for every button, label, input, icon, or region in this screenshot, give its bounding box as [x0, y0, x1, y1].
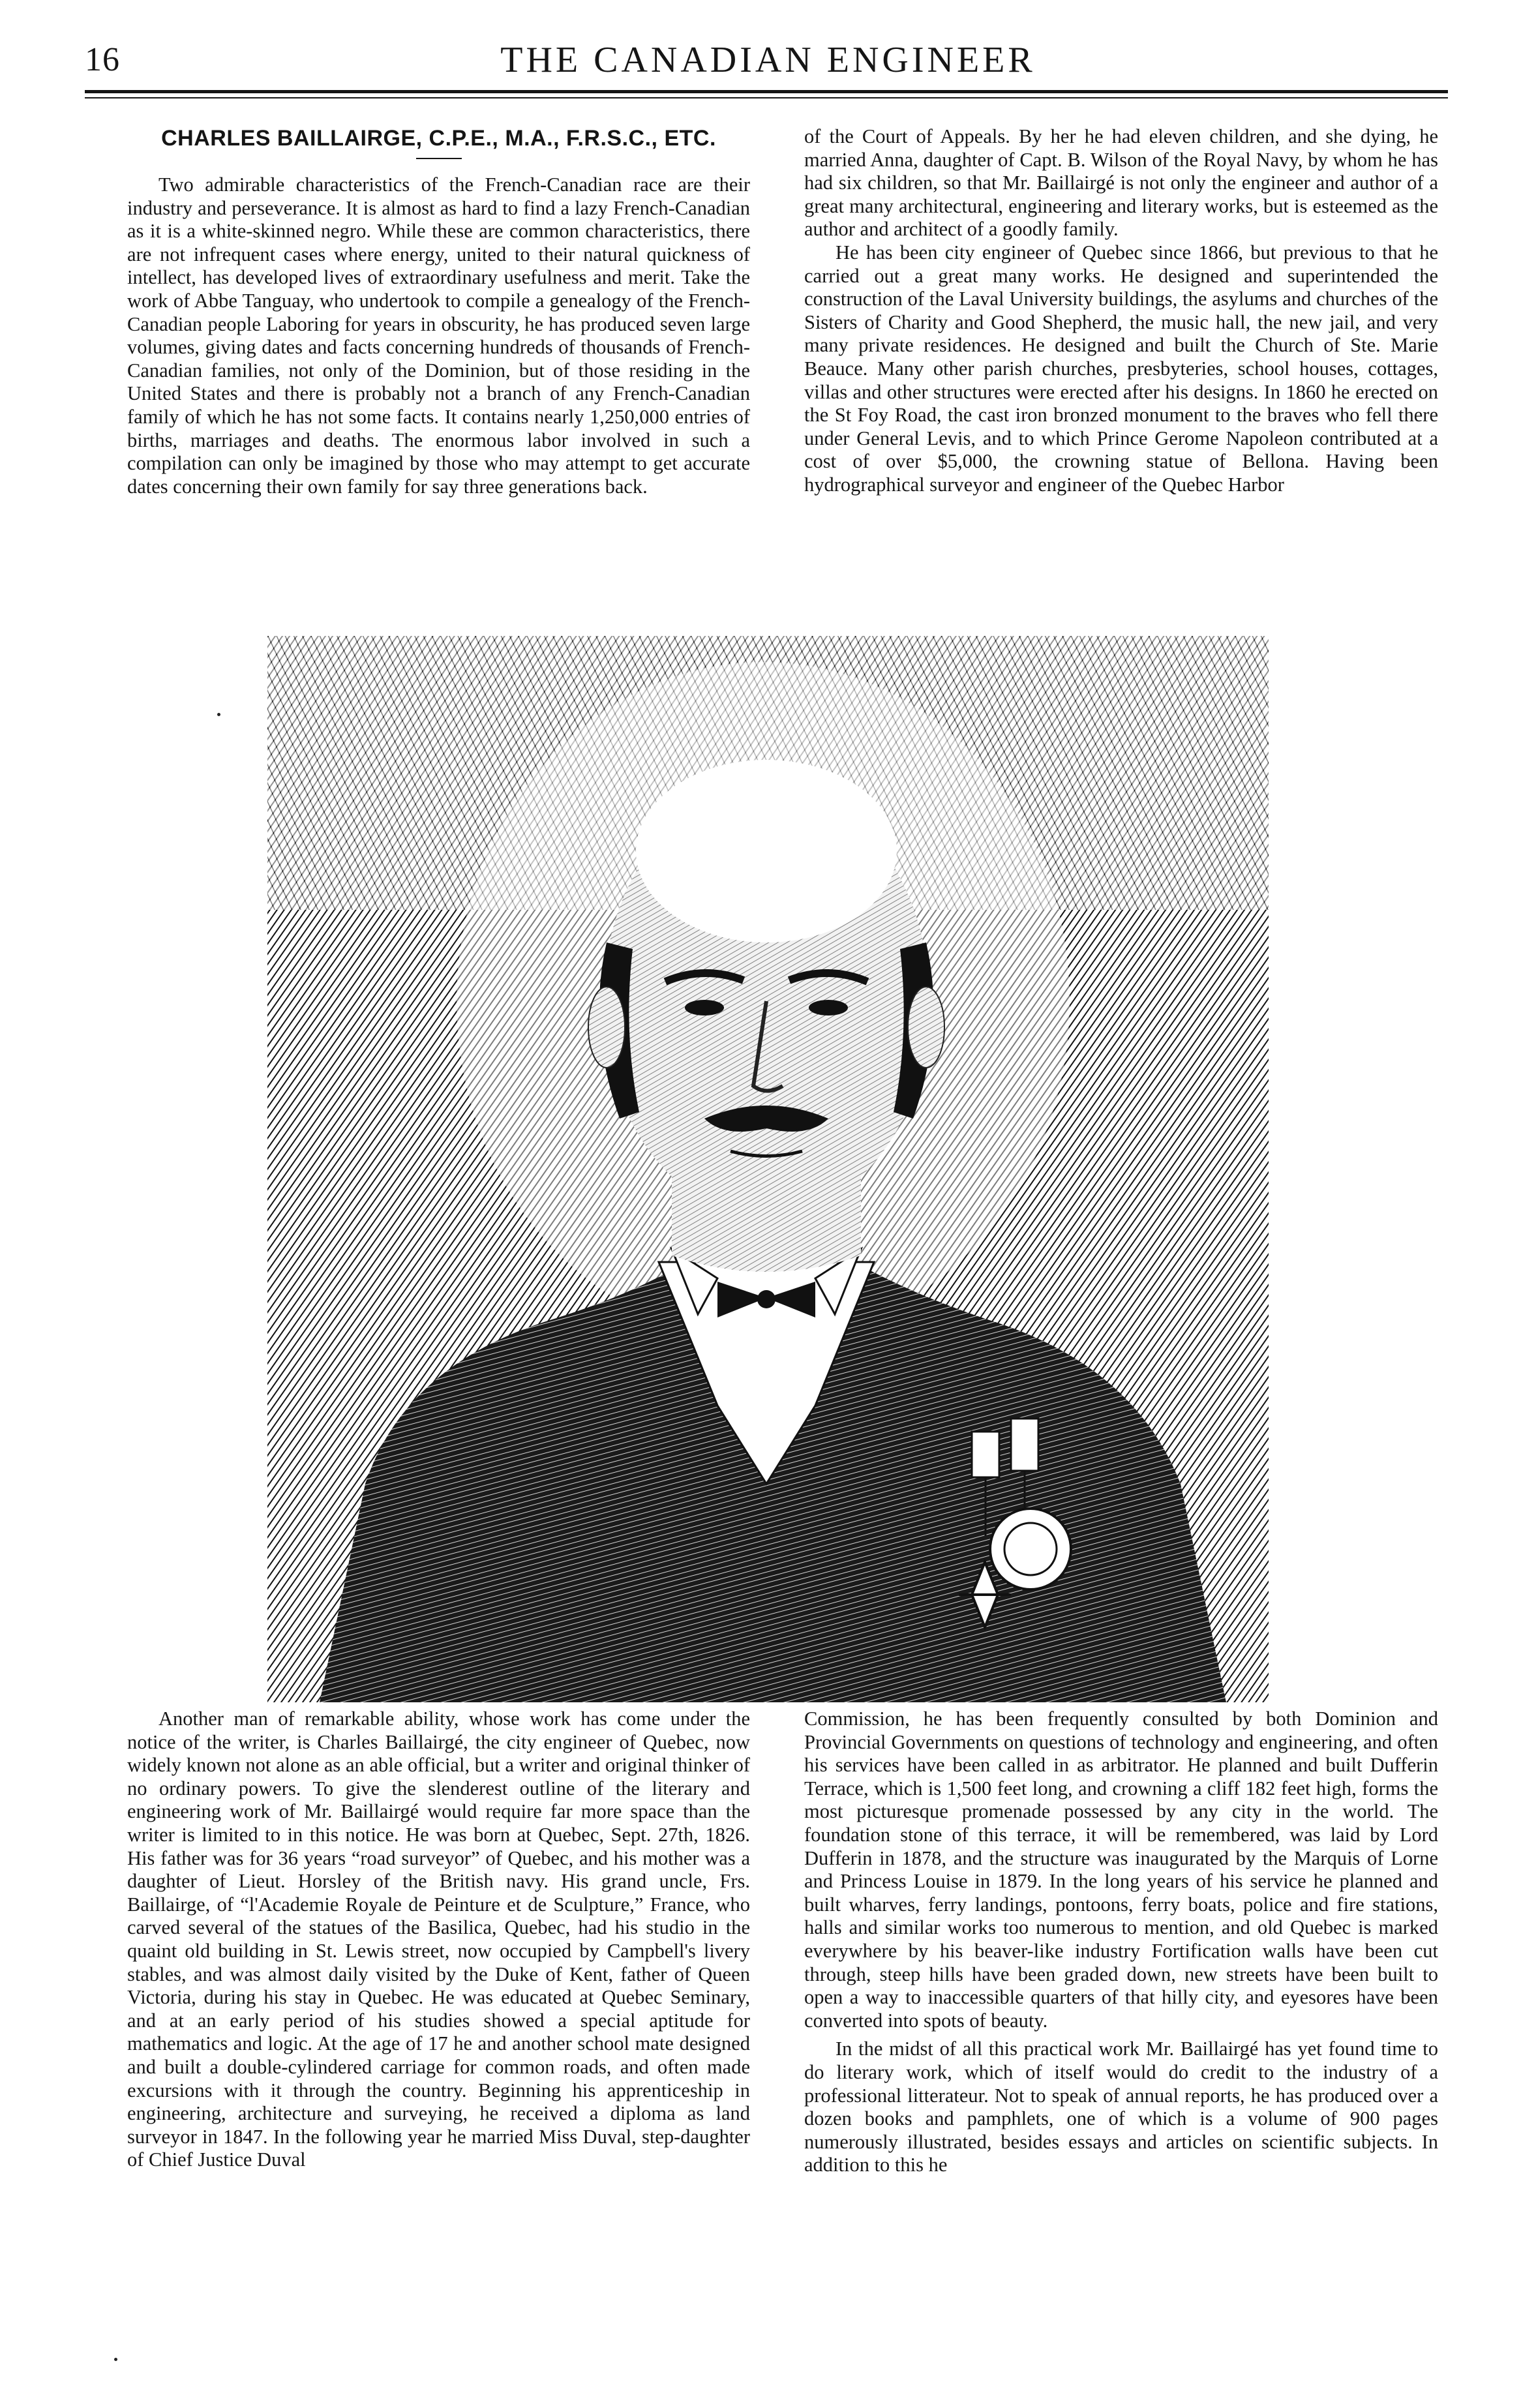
- column-upper-right: [804, 125, 1438, 497]
- paragraph: He has been city engineer of Quebec since 1866, but previous to that he carried out a great many works. He designed and superintended the construction of the Laval University buildings, the asylums and churches of the Sisters of Charity and Good Shepherd, the music hall, the new jail, and very many private residences. He designed and built the Church of Ste. Marie Beauce. Many other parish churches, presbyteries, school houses, cottages, villas and other structures were erected after his designs. In 1860 he erected on the St Foy Road, the cast iron bronzed monument to the braves who fell there under General Levis, and to which Prince Gerome Napoleon contributed at a cost of over $5,000, the crowning statue of Bellona. Having been hydrographical surveyor and engineer of the Quebec Harbor: [804, 241, 1438, 496]
- paragraph: In the midst of all this practical work Mr. Baillairgé has yet found time to do literary work, which of itself would do credit to the industry of a professional litterateur. Not to speak of annual reports, he has produced over a dozen books and pamphlets, one of which is a volume of 900 pages numerously illustrated, besides essays and articles on scientific subjects. In addition to this he: [804, 2038, 1438, 2176]
- paragraph: of the Court of Appeals. By her he had eleven children, and she dying, he married Anna, daughter of Capt. B. Wilson of the Royal Navy, by whom he has had six children, so that Mr. Baillairgé is not only the engineer and author of a great many architectural, engineering and literary works, but is esteemed as the author and architect of a goodly family.: [804, 125, 1438, 241]
- masthead-rule-thin: [85, 97, 1448, 98]
- print-speck: [114, 2358, 117, 2361]
- page-number: 16: [85, 41, 120, 78]
- column-lower-right: [804, 1708, 1438, 2177]
- print-speck: [217, 713, 220, 716]
- headline-rule: [416, 158, 462, 159]
- column-upper-left: [127, 125, 750, 498]
- paragraph: Another man of remarkable ability, whose work has come under the notice of the writer, is Charles Baillairgé, the city engineer of Quebec, now widely known not alone as an able official, but a writer and original thinker of no ordinary powers. To give the slenderest outline of the literary and engineering work of Mr. Baillairgé would require far more space than the writer is limited to in this notice. He was born at Quebec, Sept. 27th, 1826. His father was for 36 years “road surveyor” of Quebec, and his mother was a daughter of Lieut. Horsley of the British navy. His grand uncle, Frs. Baillairge, of “l'Academie Royale de Peinture et de Sculpture,” France, who carved several of the statues of the Basilica, Quebec, had his studio in the quaint old building in St. Lewis street, now occupied by Campbell's livery stables, and was almost daily visited by the Duke of Kent, father of Queen Victoria, during his stay in Quebec. He was educated at Quebec Seminary, and at an early period of his studies showed a special aptitude for mathematics and logic. At the age of 17 he and another school mate designed and built a double-cylindered carriage for common roads, and often made excursions with it through the country. Beginning his apprenticeship in engineering, architecture and surveying, he received a diploma as land surveyor in 1847. In the following year he married Miss Duval, step-daughter of Chief Justice Duval: [127, 1708, 750, 2171]
- article-headline: CHARLES BAILLAIRGE, C.P.E., M.A., F.R.S.C., ETC.: [161, 126, 716, 151]
- paragraph: Commission, he has been frequently consulted by both Dominion and Provincial Governments on questions of technology and engineering, and often his services have been called in as arbitrator. He planned and built Dufferin Terrace, which is 1,500 feet long, and crowning a cliff 182 feet high, forms the most picturesque promenade possessed by any city in the world. The foundation stone of this terrace, it will be remembered, was laid by Lord Dufferin in 1878, and the structure was inaugurated by the Marquis of Lorne and Princess Louise in 1879. In the long years of his service he planned and built wharves, ferry landings, pontoons, ferry boats, police and fire stations, halls and similar works too numerous to mention, and old Quebec is marked everywhere by his beaver-like industry Fortification walls have been cut through, steep hills have been graded down, new streets have been built to open a way to inaccessible quarters of that hilly city, and eyesores have been converted into spots of beauty.: [804, 1708, 1438, 2032]
- column-lower-left: [127, 1708, 750, 2172]
- portrait-illustration: [267, 636, 1269, 1702]
- masthead-rule-thick: [85, 90, 1448, 93]
- paragraph: Two admirable characteristics of the French-Canadian race are their industry and perseverance. It is almost as hard to find a lazy French-Canadian as it is a white-skinned negro. While these are common characteristics, there are not infrequent cases where energy, united to their natural quickness of intellect, has developed lives of extraordinary usefulness and merit. Take the work of Abbe Tanguay, who undertook to compile a genealogy of the French-Canadian people Laboring for years in obscurity, he has produced seven large volumes, giving dates and facts concerning hundreds of thousands of French-Canadian families, not only of the Dominion, but of those residing in the United States and there is probably not a branch of any French-Canadian family of which he has not some facts. It contains nearly 1,250,000 entries of births, marriages and deaths. The enormous labor involved in such a compilation can only be imagined by those who may attempt to get accurate dates concerning their own family for say three generations back.: [127, 173, 750, 498]
- portrait-engraving: [267, 636, 1269, 1702]
- masthead-title: THE CANADIAN ENGINEER: [500, 40, 1036, 80]
